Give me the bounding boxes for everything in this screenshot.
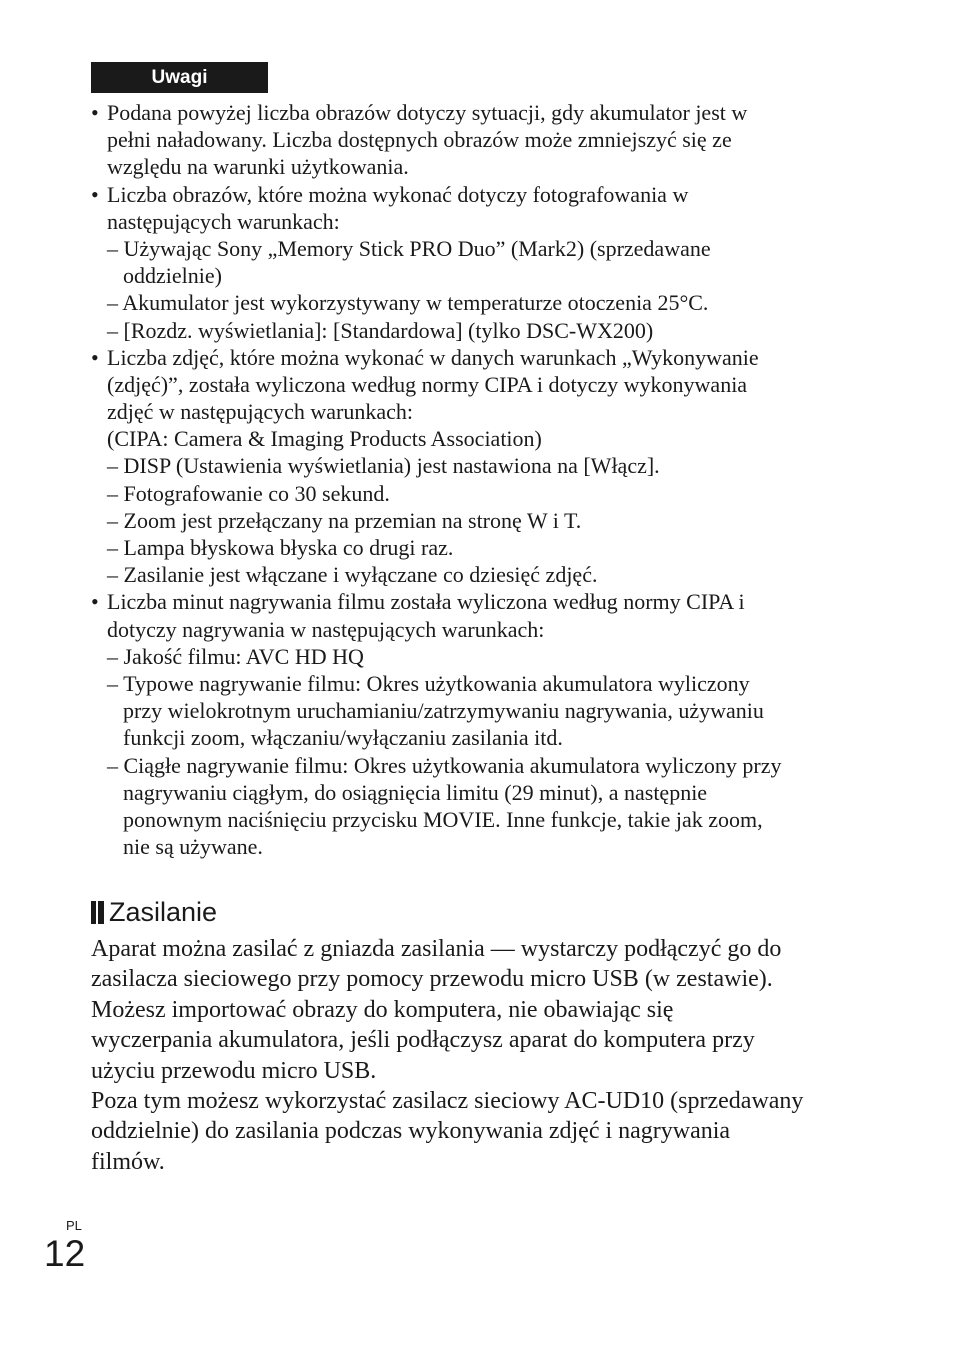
bullet-icon: • — [91, 181, 99, 207]
notes-line — [91, 643, 851, 670]
language-code: PL — [66, 1218, 82, 1233]
notes-line — [91, 670, 851, 697]
section-heading — [91, 894, 217, 930]
notes-line — [91, 752, 851, 779]
body-line: Aparat można zasilać z gniazda zasilania — wystarczy podłączyć go do — [91, 936, 782, 962]
notes-line-text: – Zasilanie jest włączane i wyłączane co dziesięć zdjęć. — [107, 562, 598, 588]
body-line: użyciu przewodu micro USB. — [91, 1057, 377, 1084]
notes-line — [91, 181, 851, 208]
notes-line — [91, 480, 851, 507]
notes-line — [91, 126, 851, 153]
notes-line-text: funkcji zoom, włączaniu/wyłączaniu zasilania itd. — [123, 725, 563, 751]
notes-line — [91, 534, 851, 561]
notes-line — [91, 153, 851, 180]
notes-line-text: – Typowe nagrywanie filmu: Okres użytkowania akumulatora wyliczony — [107, 670, 750, 696]
bullet-icon: • — [91, 100, 99, 125]
notes-line-text: – Zoom jest przełączany na przemian na stronę W i T. — [107, 507, 582, 533]
body-line: filmów. — [91, 1148, 165, 1175]
notes-line — [91, 262, 851, 289]
notes-line-text: Liczba obrazów, które można wykonać dotyczy fotografowania w — [107, 181, 689, 207]
notes-line — [91, 208, 851, 235]
notes-line-text: – DISP (Ustawienia wyświetlania) jest nastawiona na [Włącz]. — [107, 453, 660, 479]
notes-line-text: dotyczy nagrywania w następujących warunkach: — [107, 616, 545, 642]
notes-line-text: nagrywaniu ciągłym, do osiągnięcia limitu (29 minut), a następnie — [123, 779, 708, 805]
body-line: Możesz importować obrazy do komputera, nie obawiając się — [91, 996, 674, 1023]
notes-line — [91, 697, 851, 724]
notes-line — [91, 452, 851, 479]
notes-line-text: – [Rozdz. wyświetlania]: [Standardowa] (tylko DSC-WX200) — [107, 317, 654, 343]
notes-line — [91, 588, 851, 615]
notes-line-text: (CIPA: Camera & Imaging Products Association) — [107, 426, 542, 452]
notes-line-text: następujących warunkach: — [107, 208, 340, 234]
notes-line — [91, 724, 851, 751]
notes-line — [91, 779, 851, 806]
section-body — [91, 934, 851, 1177]
notes-line-text: – Lampa błyskowa błyska co drugi raz. — [107, 535, 454, 560]
notes-line-text: – Akumulator jest wykorzystywany w temperaturze otoczenia 25°C. — [107, 290, 709, 316]
page-number: 12 — [44, 1233, 86, 1274]
notes-line-text: zdjęć w następujących warunkach: — [107, 399, 414, 425]
bullet-icon: • — [91, 589, 99, 615]
notes-line — [91, 616, 851, 643]
notes-line-text: Liczba minut nagrywania filmu została wyliczona według normy CIPA i — [107, 589, 745, 615]
body-line: Poza tym możesz wykorzystać zasilacz sieciowy AC-UD10 (sprzedawany — [91, 1087, 804, 1114]
notes-line — [91, 561, 851, 588]
notes-line-text: ponownym naciśnięciu przycisku MOVIE. Inne funkcje, takie jak zoom, — [123, 806, 763, 832]
notes-line — [91, 289, 851, 316]
bullet-icon: • — [91, 344, 99, 370]
notes-line-text: – Fotografowanie co 30 sekund. — [107, 480, 390, 506]
heading-marker-icon — [91, 901, 104, 924]
notes-line — [91, 344, 851, 371]
body-line: wyczerpania akumulatora, jeśli podłączysz aparat do komputera przy — [91, 1027, 755, 1054]
notes-line — [91, 833, 851, 860]
notes-line-text: Podana powyżej liczba obrazów dotyczy sytuacji, gdy akumulator jest w — [107, 100, 748, 125]
notes-label: Uwagi — [91, 62, 268, 93]
notes-line-text: (zdjęć)”, została wyliczona według normy CIPA i dotyczy wykonywania — [107, 371, 748, 397]
body-line: oddzielnie) do zasilania podczas wykonywania zdjęć i nagrywania — [91, 1118, 731, 1145]
notes-line — [91, 371, 851, 398]
notes-list — [91, 99, 851, 860]
section-title: Zasilanie — [109, 897, 218, 927]
notes-line-text: Liczba zdjęć, które można wykonać w danych warunkach „Wykonywanie — [107, 344, 759, 370]
notes-line — [91, 317, 851, 344]
notes-line-text: względu na warunki użytkowania. — [107, 154, 409, 180]
body-line: zasilacza sieciowego przy pomocy przewodu micro USB (w zestawie). — [91, 966, 773, 993]
notes-line-text: – Ciągłe nagrywanie filmu: Okres użytkowania akumulatora wyliczony przy — [107, 752, 782, 778]
notes-line — [91, 398, 851, 425]
notes-line — [91, 235, 851, 262]
notes-line — [91, 806, 851, 833]
notes-line-text: pełni naładowany. Liczba dostępnych obrazów może zmniejszyć się ze — [107, 127, 732, 153]
notes-line-text: – Używając Sony „Memory Stick PRO Duo” (Mark2) (sprzedawane — [107, 235, 711, 261]
notes-line-text: przy wielokrotnym uruchamianiu/zatrzymywaniu nagrywania, używaniu — [123, 698, 764, 724]
notes-line-text: nie są używane. — [123, 834, 263, 860]
notes-line — [91, 507, 851, 534]
notes-line-text: – Jakość filmu: AVC HD HQ — [107, 643, 364, 669]
notes-line-text: oddzielnie) — [123, 263, 222, 289]
notes-line — [91, 425, 851, 452]
notes-line — [91, 99, 851, 126]
